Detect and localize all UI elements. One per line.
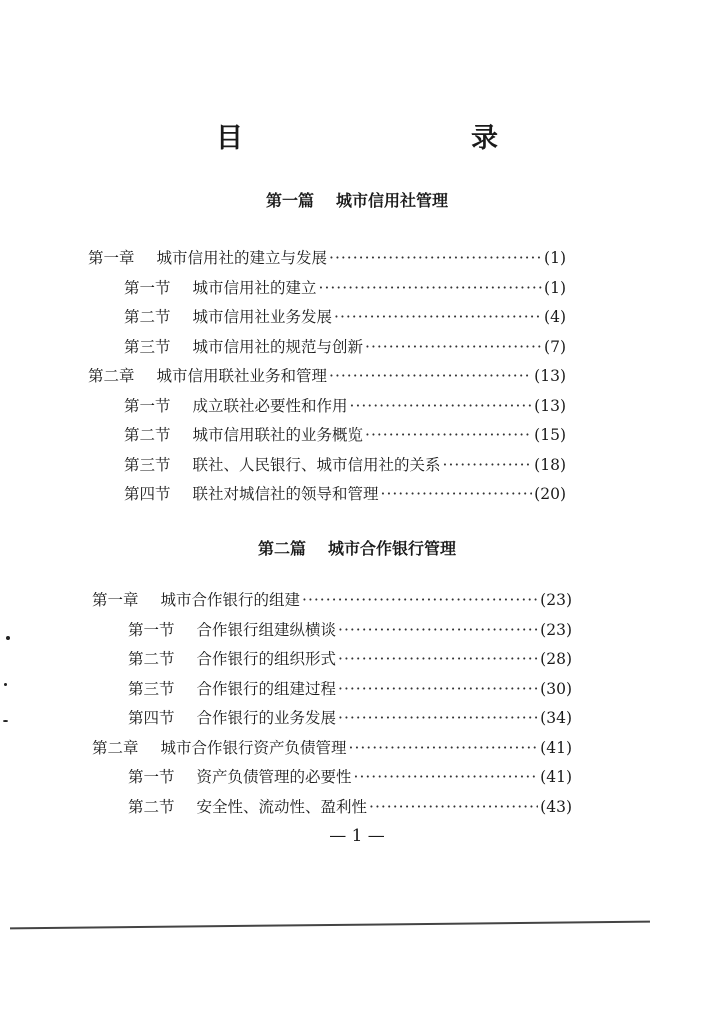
section-label: 第一节 <box>128 768 175 786</box>
page-number: (4) <box>544 308 566 326</box>
page-number-footer: — 1 — <box>329 826 385 846</box>
leader-dots <box>443 451 533 481</box>
scan-edge-line <box>10 921 650 929</box>
section-label: 第四节 <box>124 485 171 503</box>
leader-dots <box>329 244 542 274</box>
section-title: 城市信用社的建立 <box>192 278 317 297</box>
toc-section[interactable] <box>88 480 566 510</box>
section-label: 第二节 <box>128 650 175 668</box>
leader-dots <box>329 362 532 392</box>
leader-dots <box>381 480 533 510</box>
page-number: (43) <box>540 797 572 816</box>
chapter-label: 第二章 <box>92 738 139 757</box>
leader-dots <box>349 734 539 764</box>
leader-dots <box>365 421 532 451</box>
page-number: (13) <box>534 367 566 385</box>
toc-part-1 <box>88 244 566 510</box>
toc-section[interactable] <box>88 303 566 333</box>
part-title-text: 城市合作银行管理 <box>328 539 457 558</box>
page-number: (41) <box>540 768 572 786</box>
section-label: 第三节 <box>124 455 171 474</box>
page-number: (13) <box>534 396 566 415</box>
chapter-label: 第一章 <box>92 591 139 609</box>
section-title: 联社、人民银行、城市信用社的关系 <box>192 455 441 474</box>
section-label: 第二节 <box>128 797 175 816</box>
section-title: 合作银行的组织形式 <box>196 650 337 668</box>
toc-section[interactable] <box>88 333 566 363</box>
page-number: (28) <box>540 650 572 668</box>
section-title: 合作银行组建纵横谈 <box>196 620 337 639</box>
toc-section[interactable] <box>88 274 566 304</box>
scan-speck <box>6 636 10 640</box>
toc-section[interactable] <box>88 392 566 422</box>
section-title: 安全性、流动性、盈利性 <box>196 797 368 816</box>
scan-speck <box>4 683 7 686</box>
section-title: 联社对城信社的领导和管理 <box>192 485 379 503</box>
section-label: 第三节 <box>128 679 175 698</box>
toc-section[interactable] <box>92 763 572 793</box>
section-title: 城市信用社的规范与创新 <box>192 337 364 356</box>
page-number: (41) <box>540 738 572 757</box>
page-number: (23) <box>540 591 572 609</box>
page-number: (20) <box>534 485 566 503</box>
page-number: (23) <box>540 620 572 639</box>
toc-section[interactable] <box>92 704 572 734</box>
toc-section[interactable] <box>92 793 572 823</box>
part-label: 第一篇 <box>265 191 314 210</box>
section-title: 资产负债管理的必要性 <box>196 768 352 786</box>
page-number: (7) <box>544 337 566 356</box>
section-title: 城市信用社业务发展 <box>192 308 333 326</box>
section-label: 第一节 <box>124 396 171 415</box>
leader-dots <box>350 392 533 422</box>
section-label: 第四节 <box>128 709 175 727</box>
section-label: 第三节 <box>124 337 171 356</box>
toc-section[interactable] <box>92 616 572 646</box>
section-label: 第一节 <box>128 620 175 639</box>
section-title: 合作银行的组建过程 <box>196 679 337 698</box>
leader-dots <box>338 645 538 675</box>
toc-chapter[interactable] <box>88 362 566 392</box>
toc-chapter[interactable] <box>88 244 566 274</box>
toc-chapter[interactable] <box>92 586 572 616</box>
leader-dots <box>365 333 542 363</box>
page-number: (1) <box>544 249 566 267</box>
section-label: 第二节 <box>124 426 171 444</box>
leader-dots <box>369 793 538 823</box>
toc-chapter[interactable] <box>92 734 572 764</box>
leader-dots <box>338 704 538 734</box>
page-number: (30) <box>540 679 572 698</box>
section-title: 成立联社必要性和作用 <box>192 396 348 415</box>
toc-section[interactable] <box>88 421 566 451</box>
toc-part-2 <box>92 586 572 822</box>
part-label: 第二篇 <box>257 539 306 558</box>
section-title: 合作银行的业务发展 <box>196 709 337 727</box>
page-number: (1) <box>544 278 566 297</box>
part-heading-2 <box>0 536 714 559</box>
chapter-title: 城市合作银行的组建 <box>160 591 301 609</box>
chapter-title: 城市信用联社业务和管理 <box>156 367 328 385</box>
leader-dots <box>338 675 538 705</box>
leader-dots <box>338 616 538 646</box>
scan-speck <box>3 720 8 722</box>
leader-dots <box>302 586 538 616</box>
toc-section[interactable] <box>88 451 566 481</box>
chapter-label: 第一章 <box>88 249 135 267</box>
leader-dots <box>334 303 542 333</box>
section-label: 第二节 <box>124 308 171 326</box>
chapter-label: 第二章 <box>88 367 135 385</box>
chapter-title: 城市信用社的建立与发展 <box>156 249 328 267</box>
chapter-title: 城市合作银行资产负债管理 <box>160 738 347 757</box>
page-title: 目 录 <box>216 123 556 154</box>
page-number: (18) <box>534 455 566 474</box>
page-number: (15) <box>534 426 566 444</box>
leader-dots <box>319 274 543 304</box>
toc-section[interactable] <box>92 645 572 675</box>
part-title-text: 城市信用社管理 <box>336 191 449 210</box>
leader-dots <box>354 763 539 793</box>
section-title: 城市信用联社的业务概览 <box>192 426 364 444</box>
section-label: 第一节 <box>124 278 171 297</box>
page-number: (34) <box>540 709 572 727</box>
part-heading-1 <box>0 188 714 211</box>
toc-section[interactable] <box>92 675 572 705</box>
